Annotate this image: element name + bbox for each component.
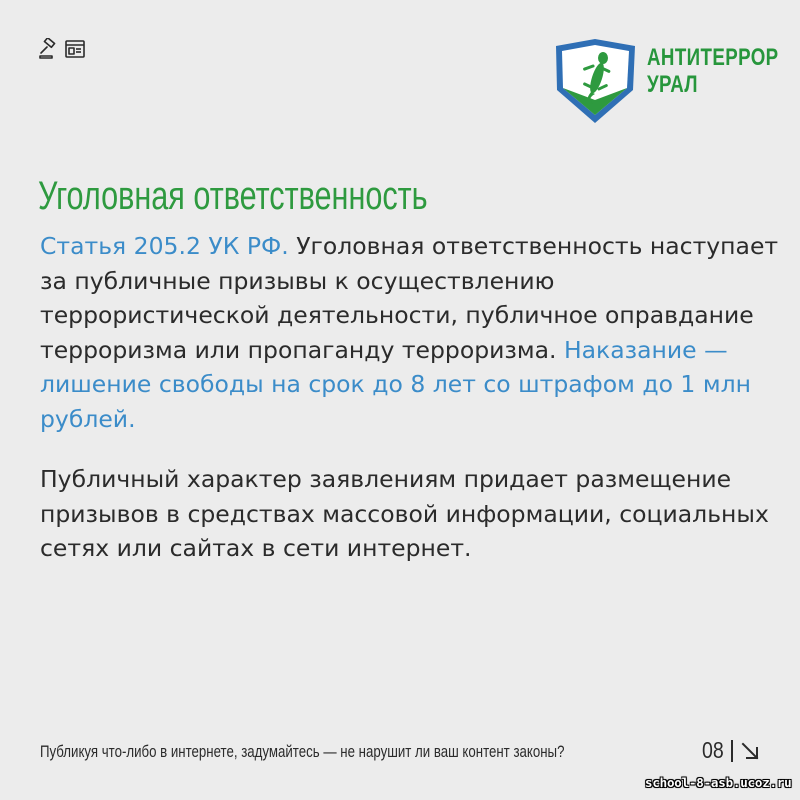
logo <box>553 38 779 128</box>
article-text: Уголовная ответственность наступает за публичные призывы к осуществлению террористической деятельности, публичное оправдание терроризма или пропаганду терроризма. <box>40 232 779 364</box>
top-icons <box>38 38 86 60</box>
penalty-text: Наказание — лишение свободы на срок до 8 лет со штрафом до 1 млн рублей. <box>40 335 751 433</box>
shield-lizard-logo-icon <box>553 38 637 124</box>
gavel-icon <box>38 38 60 60</box>
page-number: 08 <box>702 737 724 763</box>
footer-note: Публикуя что-либо в интернете, задумайтесь — не нарушит ли ваш контент законы? <box>40 742 565 761</box>
footer-divider <box>731 740 733 762</box>
arrow-down-right-icon <box>740 741 760 761</box>
watermark: school-8-asb.ucoz.ru <box>645 775 792 790</box>
page-title: Уголовная ответственность <box>38 174 428 218</box>
web-page-icon <box>64 38 86 60</box>
article-paragraph <box>40 229 780 437</box>
brand-name <box>647 44 779 98</box>
brand-line-2: УРАЛ <box>647 71 698 98</box>
brand-line-1: АНТИТЕРРОР <box>647 44 779 71</box>
article-reference: Статья 205.2 УК РФ. <box>40 232 289 260</box>
public-nature-paragraph: Публичный характер заявлениям придает размещение призывов в средствах массовой информации, социальных сетях или сайтах в сети интернет. <box>40 465 769 563</box>
